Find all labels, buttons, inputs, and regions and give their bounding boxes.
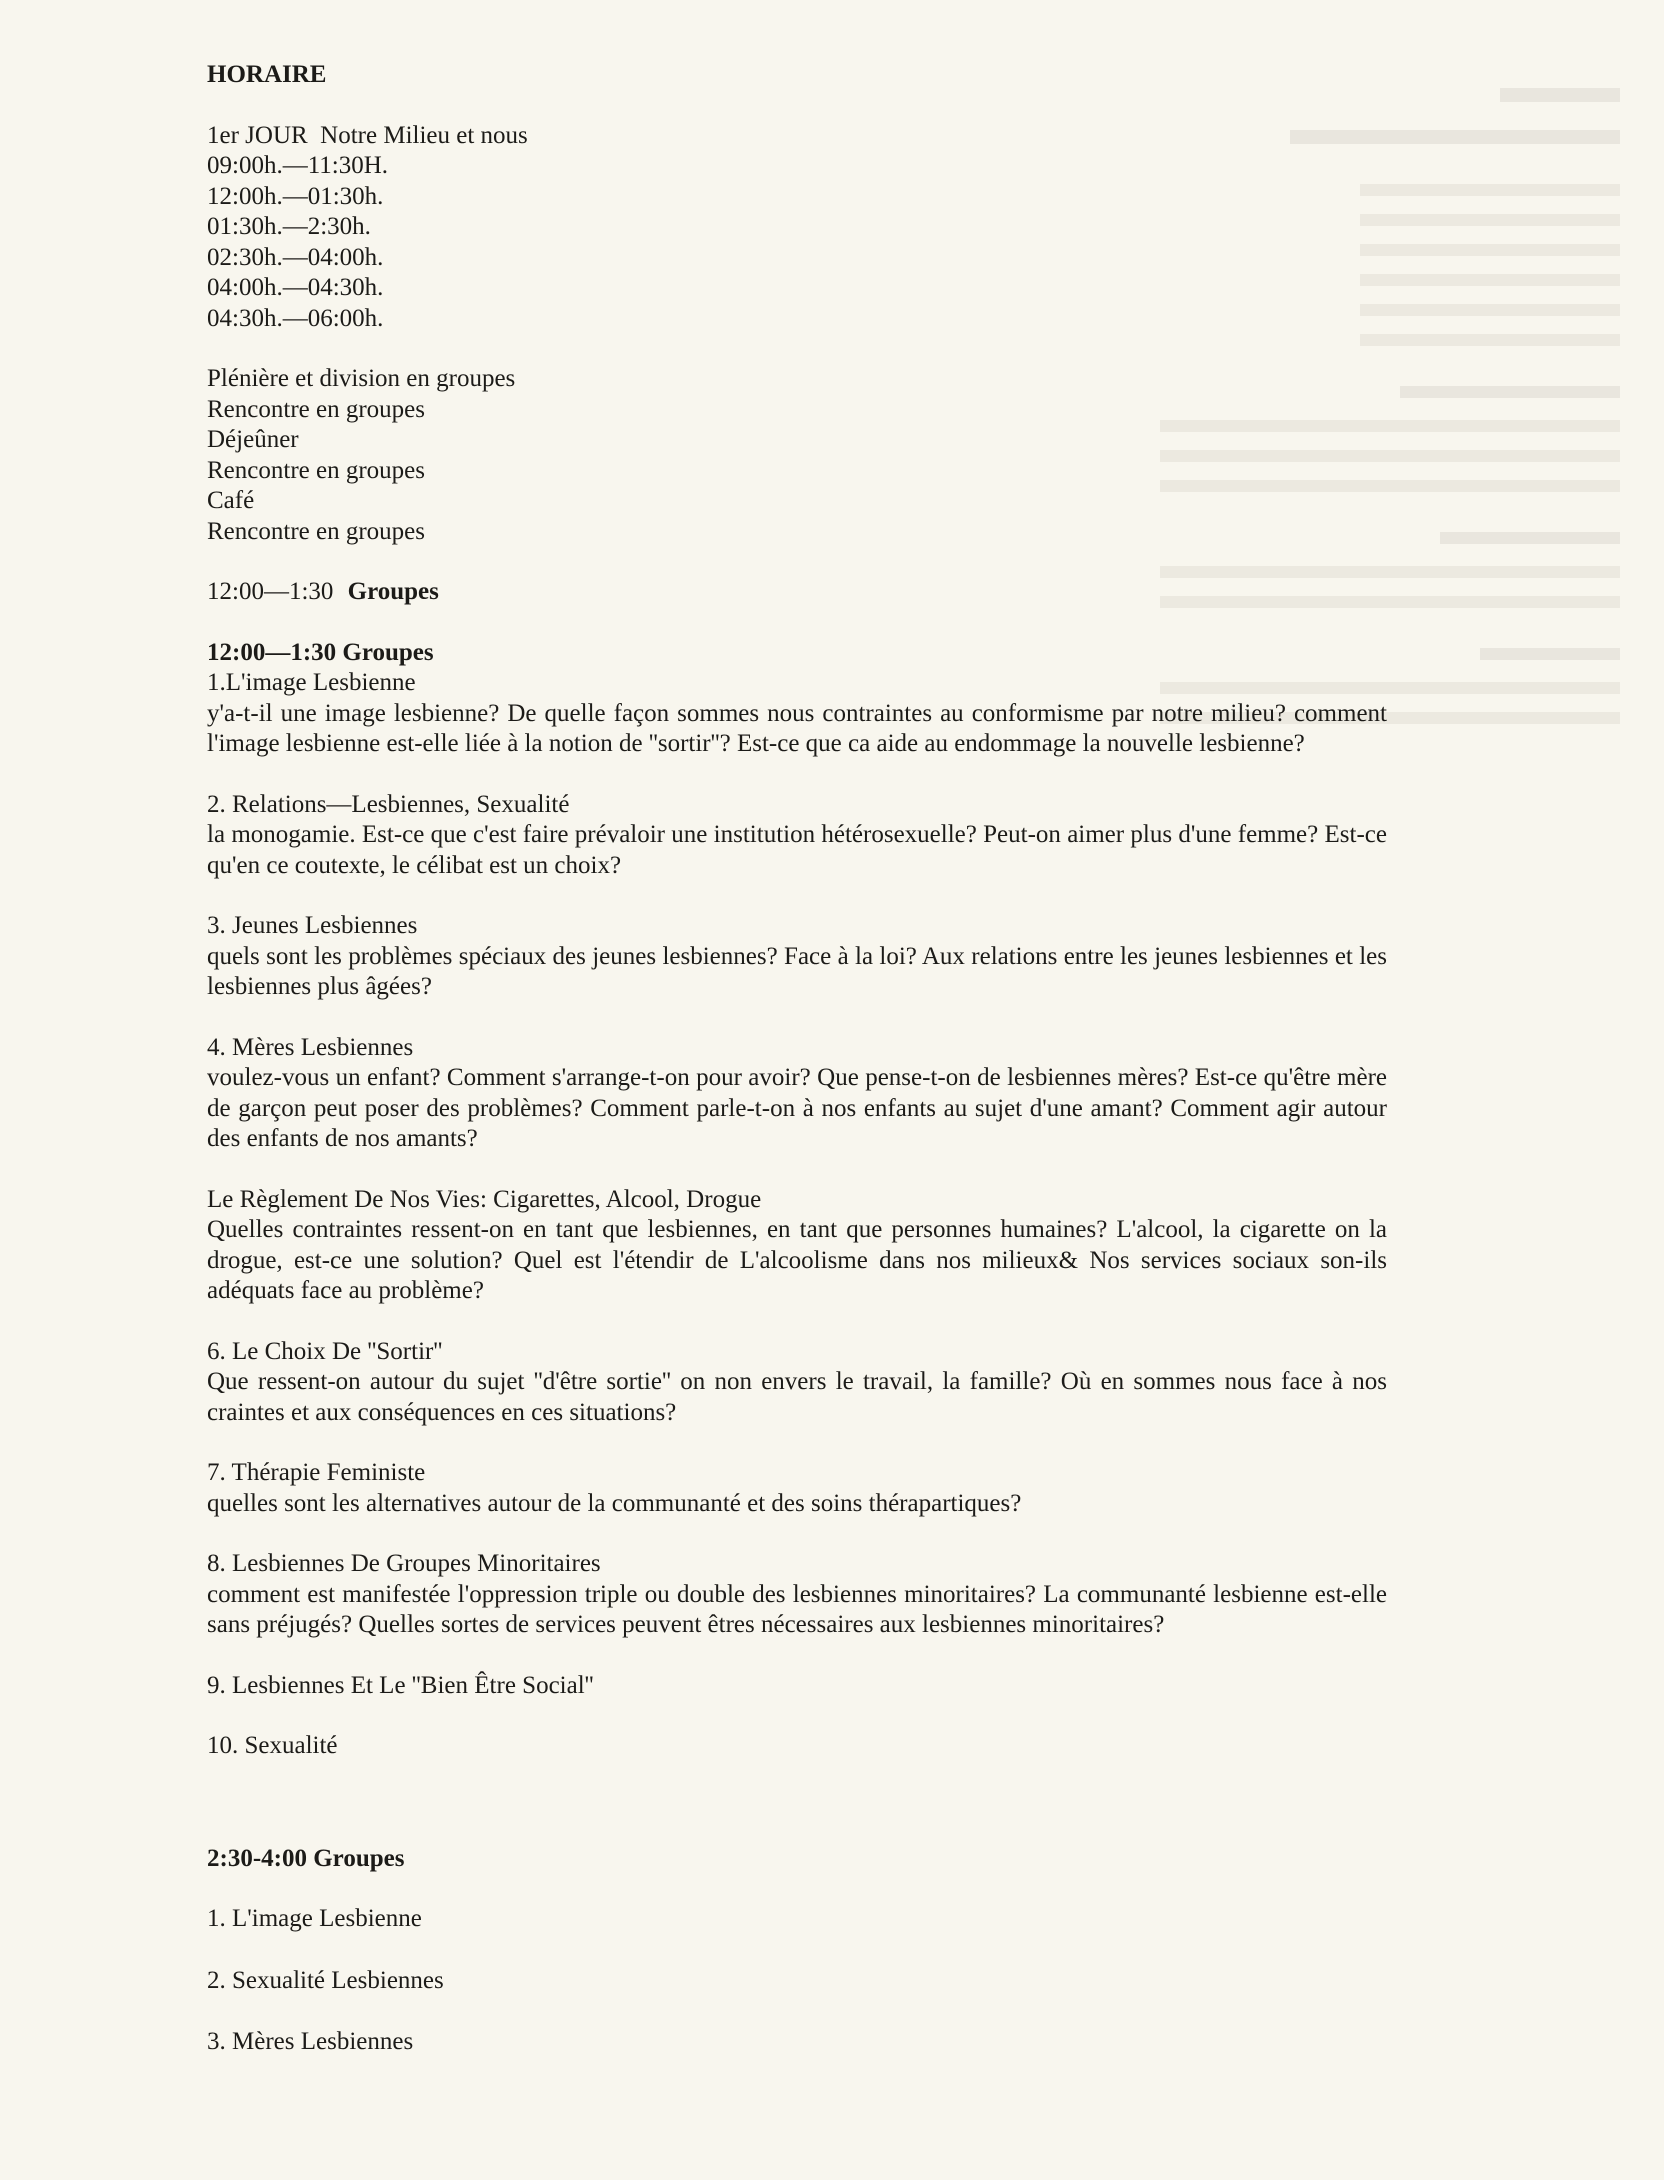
activity: Plénière et division en groupes [207, 365, 516, 392]
day-schedule-times [207, 121, 1387, 335]
group-title: 6. Le Choix De ''Sortir'' [207, 1337, 443, 1365]
time-slot: 09:00h.—11:30H. [207, 152, 389, 179]
group-section [207, 1185, 1387, 1307]
day-label: 1er JOUR Notre Milieu et nous [207, 121, 528, 149]
group-section [207, 1549, 1387, 1641]
list-item: 1. L'image Lesbienne [207, 1905, 422, 1932]
group-section [207, 1337, 1387, 1429]
group-title: 10. Sexualité [207, 1732, 338, 1759]
group-description: comment est manifestée l'oppression triple ou double des lesbiennes minoritaires? La communanté lesbienne est-elle sans préjugés? Quelles sortes de services peuvent êtres nécessaires aux lesbiennes minoritaires? [207, 1580, 1387, 1638]
group-section [207, 1671, 1387, 1702]
session-c-heading: 2:30-4:00 Groupes [207, 1844, 405, 1872]
group-description: y'a-t-il une image lesbienne? De quelle façon sommes nous contraintes au conformisme par notre milieu? comment l'image lesbienne est-elle liée à la notion de ''sortir''? Est-ce que ca aide au endommage la nouvelle lesbienne? [207, 699, 1387, 757]
group-section [207, 1033, 1387, 1155]
session-c-list [207, 1904, 1387, 2058]
time-slot: 12:00h.—01:30h. [207, 182, 384, 210]
group-section [207, 1731, 1387, 1762]
divider-space [207, 1792, 1387, 1844]
group-description: la monogamie. Est-ce que c'est faire prévaloir une institution hétérosexuelle? Peut-on aimer plus d'une femme? Est-ce qu'en ce coutexte, le célibat est un choix? [207, 821, 1387, 879]
group-description: quelles sont les alternatives autour de la communanté et des soins thérapartiques? [207, 1489, 1022, 1517]
day-schedule-activities [207, 364, 1387, 547]
group-description: Quelles contraintes ressent-on en tant que lesbiennes, en tant que personnes humaines? L'alcool, la cigarette on la drogue, est-ce une solution? Quel est l'étendir de L'alcoolisme dans nos milieux& Nos services sociaux son-ils adéquats face au problème? [207, 1216, 1387, 1304]
group-section [207, 790, 1387, 882]
group-section [207, 911, 1387, 1003]
session-a-heading [207, 577, 1387, 608]
group-description: quels sont les problèmes spéciaux des jeunes lesbiennes? Face à la loi? Aux relations entre les jeunes lesbiennes et les lesbiennes plus âgées? [207, 942, 1387, 1000]
document-page [207, 60, 1387, 2089]
page-title: HORAIRE [207, 61, 327, 88]
group-description: Que ressent-on autour du sujet ''d'être sortie'' on non envers le travail, la famille? Où en sommes nous face à nos craintes et aux conséquences en ces situations? [207, 1368, 1387, 1426]
session-a-time: 12:00—1:30 [207, 578, 334, 605]
group-section [207, 668, 1387, 760]
group-title: Le Règlement De Nos Vies: Cigarettes, Alcool, Drogue [207, 1185, 762, 1213]
session-b-heading: 12:00—1:30 Groupes [207, 638, 434, 666]
group-title: 1.L'image Lesbienne [207, 669, 416, 696]
activity: Déjeûner [207, 426, 299, 453]
activity: Rencontre en groupes [207, 517, 425, 545]
group-list [207, 668, 1387, 1762]
time-slot: 04:30h.—06:00h. [207, 304, 384, 332]
group-title: 9. Lesbiennes Et Le ''Bien Être Social'' [207, 1671, 594, 1699]
group-title: 2. Relations—Lesbiennes, Sexualité [207, 790, 570, 818]
time-slot: 04:00h.—04:30h. [207, 274, 384, 301]
time-slot: 02:30h.—04:00h. [207, 243, 384, 271]
group-description: voulez-vous un enfant? Comment s'arrange-t-on pour avoir? Que pense-t-on de lesbiennes mères? Est-ce qu'être mère de garçon peut poser des problèmes? Comment parle-t-on à nos enfants au sujet d'une amant? Comment agir autour des enfants de nos amants? [207, 1064, 1387, 1152]
group-title: 3. Jeunes Lesbiennes [207, 912, 418, 939]
activity: Café [207, 487, 255, 514]
group-title: 8. Lesbiennes De Groupes Minoritaires [207, 1550, 601, 1577]
list-item: 2. Sexualité Lesbiennes [207, 1966, 444, 1994]
group-section [207, 1458, 1387, 1519]
session-a-label: Groupes [347, 578, 439, 605]
activity: Rencontre en groupes [207, 456, 425, 484]
group-title: 4. Mères Lesbiennes [207, 1033, 414, 1061]
list-item: 3. Mères Lesbiennes [207, 2028, 414, 2055]
time-slot: 01:30h.—2:30h. [207, 213, 371, 240]
activity: Rencontre en groupes [207, 395, 425, 423]
group-title: 7. Thérapie Feministe [207, 1459, 426, 1486]
